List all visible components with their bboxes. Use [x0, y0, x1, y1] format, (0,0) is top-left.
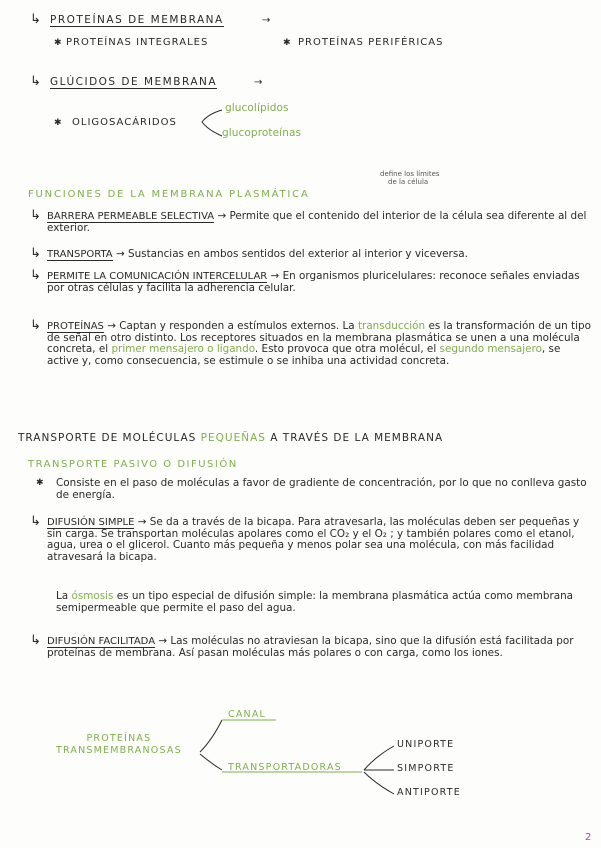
facilitated-diffusion-text: Las moléculas no atraviesan la bicapa, sino que la difusión está facilitada por proteínas de membrana. Así pasan moléculas más polares o con carga, como los iones.	[47, 635, 574, 659]
corner-arrow-icon: ↳	[30, 268, 41, 283]
diagram-root-line1: PROTEÍNAS	[86, 733, 152, 744]
passive-transport-title: TRANSPORTE PASIVO O DIFUSIÓN	[28, 459, 238, 470]
transport-title-b: A TRAVÉS DE LA MEMBRANA	[270, 432, 444, 444]
corner-arrow-icon: ↳	[30, 74, 41, 89]
osmosis-term: ósmosis	[71, 590, 114, 602]
function-barrier-head: BARRERA PERMEABLE SELECTIVA	[47, 211, 215, 222]
oligosaccharides: OLIGOSACÁRIDOS	[72, 117, 177, 128]
corner-arrow-icon: ↳	[30, 633, 41, 648]
glycoproteins: glucoproteínas	[222, 127, 302, 139]
arrow-right-icon: →	[107, 320, 116, 332]
diagram-carriers: TRANSPORTADORAS	[228, 762, 342, 773]
second-messenger-term: segundo mensajero	[439, 343, 542, 356]
page-number: 2	[585, 832, 592, 843]
diagram-root-line2: TRANSMEMBRANOSAS	[56, 745, 182, 756]
osmosis-text-a: La	[56, 590, 69, 602]
transport-title-green: PEQUEÑAS	[200, 432, 266, 444]
membrane-proteins-title: PROTEÍNAS DE MEMBRANA	[50, 14, 224, 26]
corner-arrow-icon: ↳	[30, 246, 41, 261]
star-bullet-icon: ✱	[54, 118, 62, 128]
diagram-root	[56, 733, 182, 757]
function-transport-head: TRANSPORTA	[47, 249, 113, 260]
star-bullet-icon: ✱	[36, 478, 44, 488]
arrow-right-icon: →	[137, 516, 147, 528]
corner-arrow-icon: ↳	[30, 318, 41, 333]
simple-diffusion-head: DIFUSIÓN SIMPLE	[47, 517, 135, 528]
peripheral-proteins: PROTEÍNAS PERIFÉRICAS	[298, 37, 444, 48]
side-note-line1: define los límites	[380, 170, 440, 178]
osmosis-text-b: es un tipo especial de difusión simple: la membrana plasmática actúa como membrana semipermeable que permite el paso del agua.	[56, 590, 574, 614]
function-proteins-text-d: , se active y, como consecuencia, se estimule o se inhiba una actividad concreta.	[47, 343, 561, 367]
function-proteins-text-c: . Esto provoca que otra molécul, el	[254, 343, 437, 356]
simple-diffusion-text: Se da a través de la bicapa. Para atravesarla, las moléculas deben ser pequeñas y sin carga. Se transportan moléculas apolares como el CO₂ y el O₂ ; y también polares como el etanol, agua, urea o el glicerol. Cuanto más pequeña y menos polar sea una molécula, con más facilidad atravesará la bicapa.	[47, 516, 580, 563]
arrow-right-icon: →	[115, 248, 125, 260]
corner-arrow-icon: ↳	[30, 12, 41, 27]
integral-proteins: PROTEÍNAS INTEGRALES	[66, 37, 209, 48]
diagram-symport: SIMPORTE	[397, 763, 455, 774]
first-messenger-term: primer mensajero o ligando	[111, 343, 255, 356]
side-note-line2: de la célula	[388, 178, 429, 186]
glycolipids: glucolípidos	[225, 102, 289, 114]
arrow-right-icon: →	[262, 15, 271, 26]
arrow-right-icon: →	[217, 210, 227, 222]
arrow-right-icon: →	[158, 635, 168, 647]
function-proteins-text-a: Captan y responden a estímulos externos. La	[119, 320, 355, 332]
star-bullet-icon: ✱	[283, 38, 291, 48]
diagram-antiport: ANTIPORTE	[397, 787, 461, 798]
corner-arrow-icon: ↳	[30, 514, 41, 529]
function-communication-text: En organismos pluricelulares: reconoce señales enviadas por otras células y facilita la adherencia celular.	[47, 270, 580, 294]
corner-arrow-icon: ↳	[30, 208, 41, 223]
transduction-term: transducción	[357, 320, 426, 332]
diagram-uniport: UNIPORTE	[397, 739, 455, 750]
membrane-glucids-title: GLÚCIDOS DE MEMBRANA	[50, 76, 218, 88]
diagram-channel: CANAL	[228, 709, 267, 720]
function-proteins-text-b: es la transformación de un tipo de señal en otro distinto. Los receptores situados en la membrana plasmática se unen a una molécula concreta, el	[47, 320, 591, 356]
arrow-right-icon: →	[254, 77, 263, 88]
facilitated-diffusion-head: DIFUSIÓN FACILITADA	[47, 636, 156, 647]
function-communication-head: PERMITE LA COMUNICACIÓN INTERCELULAR	[47, 271, 268, 282]
transport-title-a: TRANSPORTE DE MOLÉCULAS	[18, 432, 197, 444]
star-bullet-icon: ✱	[54, 38, 62, 48]
function-barrier-text: Permite que el contenido del interior de la célula sea diferente al del exterior.	[47, 210, 587, 234]
passive-transport-body: Consiste en el paso de moléculas a favor de gradiente de concentración, por lo que no conlleva gasto de energía.	[56, 477, 587, 501]
function-transport-text: Sustancias en ambos sentidos del exterior al interior y viceversa.	[127, 248, 468, 260]
function-proteins-head: PROTEÍNAS	[47, 321, 104, 332]
arrow-right-icon: →	[270, 270, 280, 282]
functions-title: FUNCIONES DE LA MEMBRANA PLASMÁTICA	[28, 189, 310, 200]
